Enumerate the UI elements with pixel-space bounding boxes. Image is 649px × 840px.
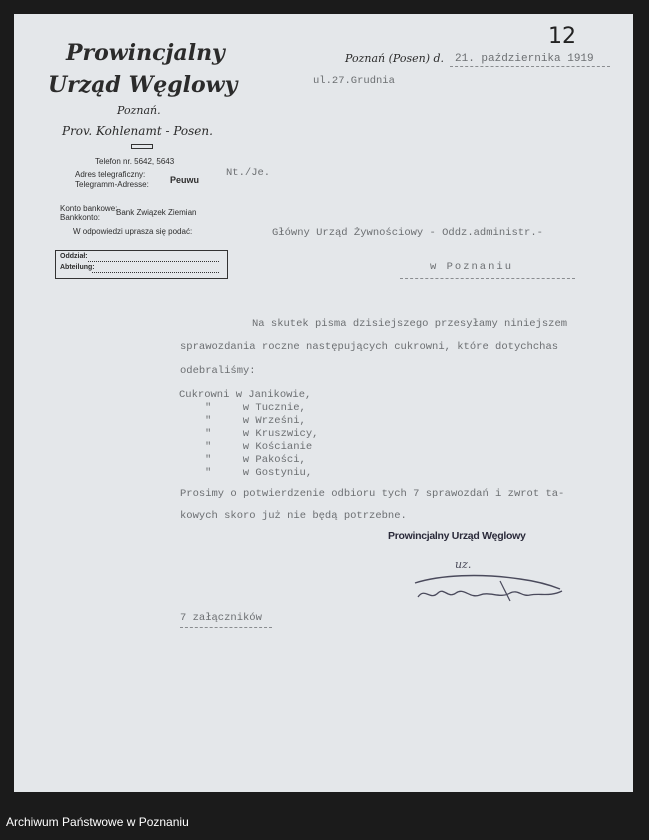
body-line-2: sprawozdania roczne następujących cukrowni, które dotychchas [180,341,559,353]
telefon-text: Telefon nr. 5642, 5643 [95,157,175,166]
letterhead-ornament [131,144,153,149]
telegram-label: Telegramm-Adresse: [75,180,149,189]
box-label-oddzial: Oddział: [60,253,88,260]
letterhead-german-name: Prov. Kohlenamt - Posen. [62,124,213,138]
adres-label: Adres telegraficzny: [75,170,146,179]
attachments-underline [180,627,272,628]
signature-prefix: uz. [455,558,472,571]
handwritten-signature [410,565,570,610]
reference-box [55,250,228,279]
body-line-3: odebraliśmy: [180,365,256,377]
archive-footer: Archiwum Państwowe w Poznaniu [6,815,189,829]
box-line [92,272,219,273]
address: ul.27.Grudnia [313,75,395,87]
letter-date: 21. października 1919 [455,53,594,65]
list-item: " w Gostyniu, [205,467,313,479]
box-label-abteilung: Abteilung: [60,264,95,271]
recipient-line1: Główny Urząd Żywnościowy - Oddz.administr.- [272,227,543,239]
institution-stamp: Prowincjalny Urząd Węglowy [388,530,526,542]
place-date-prefix: Poznań (Posen) d. [345,52,445,65]
box-line [88,261,219,262]
telegram-value: Peuwu [170,175,200,185]
bankkonto-label: Bankkonto: [60,213,101,222]
closing-line-1: Prosimy o potwierdzenie odbioru tych 7 sprawozdań i zwrot ta- [180,488,565,500]
letterhead-city: Poznań. [117,104,161,117]
recipient-line2: w Poznaniu [430,261,514,273]
closing-line-2: kowych skoro już nie będą potrzebne. [180,510,407,522]
list-item: " w Pakości, [205,454,306,466]
date-underline [450,66,610,67]
recipient-underline [400,278,575,279]
konto-label: Konto bankowe: [60,204,118,213]
list-item: " w Kościanie [205,441,313,453]
list-item: " w Tucznie, [205,402,306,414]
list-item: " w Kruszwicy, [205,428,319,440]
reference-mark: Nt./Je. [226,167,271,179]
letterhead-name-line1: Prowincjalny [66,40,225,66]
body-line-1: Na skutek pisma dzisiejszego przesyłamy niniejszem [252,318,568,330]
reply-note: W odpowiedzi uprasza się podać: [73,227,193,236]
bank-value: Bank Związek Ziemian [116,208,197,217]
list-item: " w Wrześni, [205,415,306,427]
letterhead-name-line2: Urząd Węglowy [48,72,238,98]
list-item: Cukrowni w Janikowie, [179,389,312,401]
page-number: 12 [548,24,576,49]
attachments-count: 7 załączników [180,612,262,624]
